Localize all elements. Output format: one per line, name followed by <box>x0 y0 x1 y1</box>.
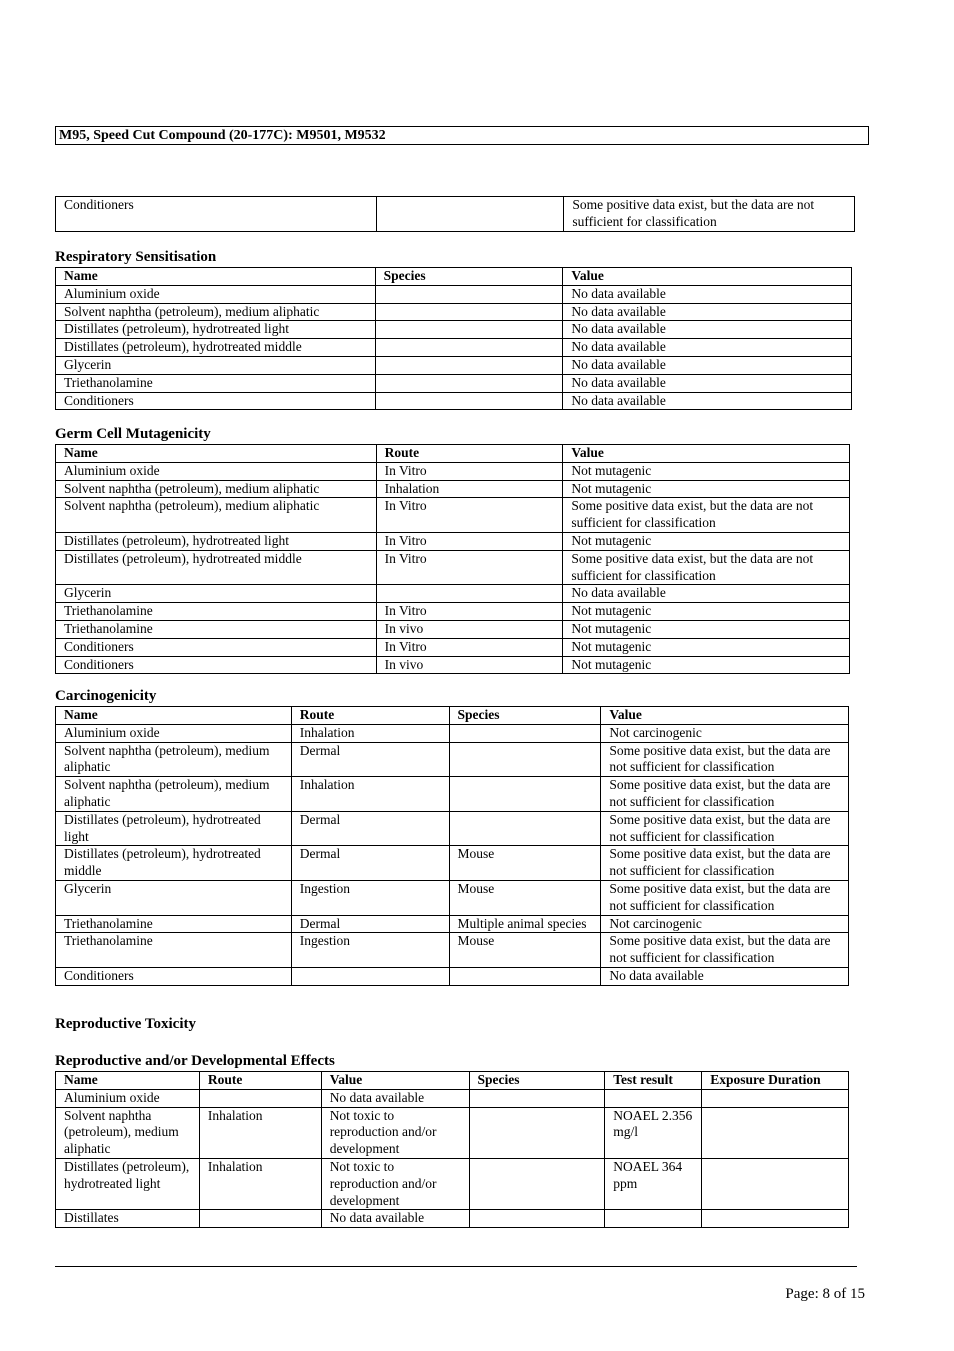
table-header-row <box>56 445 850 463</box>
table-cell: No data available <box>563 321 852 339</box>
table-row <box>56 1107 849 1158</box>
table-row <box>56 1210 849 1228</box>
table-cell <box>702 1210 849 1228</box>
column-header: Name <box>56 268 376 286</box>
column-header: Exposure Duration <box>702 1072 849 1090</box>
column-header: Test result <box>605 1072 702 1090</box>
table-row <box>56 374 852 392</box>
table-cell: Conditioners <box>56 392 376 410</box>
table-cell: Some positive data exist, but the data are not sufficient for classification <box>563 498 850 533</box>
section-title-germ-cell: Germ Cell Mutagenicity <box>55 426 211 442</box>
column-header: Name <box>56 707 292 725</box>
table-cell <box>702 1158 849 1209</box>
table-row <box>56 742 849 777</box>
table-cell <box>375 303 563 321</box>
table-cell: No data available <box>563 374 852 392</box>
table-cell: Triethanolamine <box>56 915 292 933</box>
table-cell: Conditioners <box>56 967 292 985</box>
table-row <box>56 880 849 915</box>
table-row <box>56 197 855 232</box>
table-cell: No data available <box>563 339 852 357</box>
table-cell: In Vitro <box>376 603 563 621</box>
table-cell: Solvent naphtha (petroleum), medium aliphatic <box>56 777 292 812</box>
table-cell <box>702 1089 849 1107</box>
table-cell <box>449 742 601 777</box>
table-cell: Triethanolamine <box>56 620 377 638</box>
table-cell: Inhalation <box>376 480 563 498</box>
column-header: Value <box>321 1072 469 1090</box>
table-cell: In Vitro <box>376 498 563 533</box>
table-cell: Not toxic to reproduction and/or development <box>321 1158 469 1209</box>
table-cell: Distillates (petroleum), hydrotreated middle <box>56 550 377 585</box>
table-cell: Glycerin <box>56 880 292 915</box>
continuation-table <box>55 196 855 232</box>
table-row <box>56 915 849 933</box>
table-cell: Some positive data exist, but the data are not sufficient for classification <box>601 811 849 846</box>
column-header: Route <box>376 445 563 463</box>
table-cell <box>449 811 601 846</box>
table-cell: In Vitro <box>376 550 563 585</box>
table-row <box>56 498 850 533</box>
table-cell: No data available <box>601 967 849 985</box>
table-cell: Not mutagenic <box>563 480 850 498</box>
table-cell: No data available <box>563 356 852 374</box>
column-header: Species <box>375 268 563 286</box>
section-title-respiratory: Respiratory Sensitisation <box>55 249 217 265</box>
table-row <box>56 550 850 585</box>
table-cell: In Vitro <box>376 462 563 480</box>
table-row <box>56 1158 849 1209</box>
table-cell: Dermal <box>291 811 449 846</box>
table-row <box>56 933 849 968</box>
section-title-reproductive-effects: Reproductive and/or Developmental Effects <box>55 1053 335 1069</box>
table-cell: Not mutagenic <box>563 462 850 480</box>
table-cell: Some positive data exist, but the data are not sufficient for classification <box>563 550 850 585</box>
table-cell: Not mutagenic <box>563 656 850 674</box>
table-cell: Aluminium oxide <box>56 724 292 742</box>
table-cell: Aluminium oxide <box>56 1089 200 1107</box>
table-cell: Solvent naphtha (petroleum), medium aliphatic <box>56 1107 200 1158</box>
table-cell <box>291 967 449 985</box>
table-row <box>56 967 849 985</box>
table-cell <box>449 724 601 742</box>
table-cell: Conditioners <box>56 197 377 232</box>
table-cell: Distillates <box>56 1210 200 1228</box>
table-cell <box>449 777 601 812</box>
table-cell: Some positive data exist, but the data are not sufficient for classification <box>564 197 855 232</box>
table-cell: Not mutagenic <box>563 620 850 638</box>
table-cell: Solvent naphtha (petroleum), medium aliphatic <box>56 742 292 777</box>
table-cell: Triethanolamine <box>56 603 377 621</box>
footer-divider <box>55 1266 857 1267</box>
table-cell: Distillates (petroleum), hydrotreated light <box>56 532 377 550</box>
column-header: Name <box>56 1072 200 1090</box>
table-row <box>56 846 849 881</box>
table-cell <box>375 339 563 357</box>
table-cell: Conditioners <box>56 638 377 656</box>
table-cell: Distillates (petroleum), hydrotreated middle <box>56 846 292 881</box>
table-cell: Dermal <box>291 846 449 881</box>
table-row <box>56 462 850 480</box>
table-cell: Distillates (petroleum), hydrotreated light <box>56 1158 200 1209</box>
table-cell: Not carcinogenic <box>601 915 849 933</box>
table-cell <box>375 356 563 374</box>
germ-cell-mutagenicity-table <box>55 444 850 674</box>
table-cell <box>199 1210 321 1228</box>
table-cell <box>469 1089 605 1107</box>
table-header-row <box>56 268 852 286</box>
table-cell <box>375 374 563 392</box>
table-cell: Mouse <box>449 880 601 915</box>
table-row <box>56 811 849 846</box>
table-row <box>56 532 850 550</box>
table-cell <box>376 585 563 603</box>
table-cell: Distillates (petroleum), hydrotreated light <box>56 321 376 339</box>
reproductive-effects-table <box>55 1071 849 1228</box>
table-cell: In vivo <box>376 620 563 638</box>
table-cell: No data available <box>563 285 852 303</box>
table-cell: Not carcinogenic <box>601 724 849 742</box>
table-cell: NOAEL 2.356 mg/l <box>605 1107 702 1158</box>
table-cell: Mouse <box>449 933 601 968</box>
table-row <box>56 303 852 321</box>
column-header: Route <box>291 707 449 725</box>
table-cell: Solvent naphtha (petroleum), medium aliphatic <box>56 498 377 533</box>
column-header: Value <box>563 268 852 286</box>
table-row <box>56 777 849 812</box>
table-cell: Not mutagenic <box>563 638 850 656</box>
table-cell: Not mutagenic <box>563 603 850 621</box>
table-cell: Dermal <box>291 742 449 777</box>
column-header: Species <box>449 707 601 725</box>
table-cell: Triethanolamine <box>56 933 292 968</box>
table-cell <box>702 1107 849 1158</box>
table-cell: Not mutagenic <box>563 532 850 550</box>
table-row <box>56 724 849 742</box>
table-cell: No data available <box>563 392 852 410</box>
table-cell <box>376 197 564 232</box>
table-row <box>56 603 850 621</box>
table-cell: Ingestion <box>291 880 449 915</box>
table-row <box>56 321 852 339</box>
table-cell <box>449 967 601 985</box>
table-cell: No data available <box>563 303 852 321</box>
table-cell: Inhalation <box>291 777 449 812</box>
table-cell: NOAEL 364 ppm <box>605 1158 702 1209</box>
table-row <box>56 638 850 656</box>
table-cell: Ingestion <box>291 933 449 968</box>
table-cell: No data available <box>563 585 850 603</box>
column-header: Value <box>563 445 850 463</box>
column-header: Value <box>601 707 849 725</box>
table-cell: In Vitro <box>376 638 563 656</box>
table-cell <box>469 1210 605 1228</box>
table-cell: Conditioners <box>56 656 377 674</box>
table-cell: Glycerin <box>56 356 376 374</box>
table-cell: Not toxic to reproduction and/or development <box>321 1107 469 1158</box>
table-cell: Some positive data exist, but the data are not sufficient for classification <box>601 777 849 812</box>
table-cell: Some positive data exist, but the data are not sufficient for classification <box>601 846 849 881</box>
table-cell: No data available <box>321 1089 469 1107</box>
table-row <box>56 392 852 410</box>
table-cell: Some positive data exist, but the data are not sufficient for classification <box>601 933 849 968</box>
column-header: Route <box>199 1072 321 1090</box>
table-cell <box>375 392 563 410</box>
page-number: Page: 8 of 15 <box>785 1286 865 1302</box>
table-row <box>56 356 852 374</box>
table-cell <box>469 1158 605 1209</box>
table-cell: Inhalation <box>199 1107 321 1158</box>
table-cell: Mouse <box>449 846 601 881</box>
table-cell: Distillates (petroleum), hydrotreated light <box>56 811 292 846</box>
table-row <box>56 620 850 638</box>
table-cell: Some positive data exist, but the data are not sufficient for classification <box>601 742 849 777</box>
table-cell: In vivo <box>376 656 563 674</box>
table-cell <box>375 321 563 339</box>
section-title-carcinogenicity: Carcinogenicity <box>55 688 157 704</box>
table-cell: No data available <box>321 1210 469 1228</box>
table-cell: Aluminium oxide <box>56 462 377 480</box>
table-cell: Some positive data exist, but the data are not sufficient for classification <box>601 880 849 915</box>
table-header-row <box>56 1072 849 1090</box>
table-row <box>56 339 852 357</box>
table-cell: Aluminium oxide <box>56 285 376 303</box>
table-cell: In Vitro <box>376 532 563 550</box>
table-row <box>56 656 850 674</box>
table-header-row <box>56 707 849 725</box>
carcinogenicity-table <box>55 706 849 986</box>
column-header: Name <box>56 445 377 463</box>
table-cell: Distillates (petroleum), hydrotreated middle <box>56 339 376 357</box>
table-cell <box>469 1107 605 1158</box>
table-cell <box>199 1089 321 1107</box>
table-cell: Glycerin <box>56 585 377 603</box>
table-cell: Inhalation <box>199 1158 321 1209</box>
table-cell: Dermal <box>291 915 449 933</box>
table-row <box>56 1089 849 1107</box>
table-cell <box>375 285 563 303</box>
table-row <box>56 585 850 603</box>
respiratory-sensitisation-table <box>55 267 852 410</box>
table-cell: Inhalation <box>291 724 449 742</box>
table-cell: Solvent naphtha (petroleum), medium aliphatic <box>56 480 377 498</box>
table-row <box>56 285 852 303</box>
table-cell: Multiple animal species <box>449 915 601 933</box>
table-row <box>56 480 850 498</box>
table-cell <box>605 1210 702 1228</box>
table-cell: Solvent naphtha (petroleum), medium aliphatic <box>56 303 376 321</box>
section-title-reproductive-toxicity: Reproductive Toxicity <box>55 1016 196 1032</box>
table-cell: Triethanolamine <box>56 374 376 392</box>
column-header: Species <box>469 1072 605 1090</box>
table-cell <box>605 1089 702 1107</box>
document-header: M95, Speed Cut Compound (20-177C): M9501, M9532 <box>55 126 869 145</box>
